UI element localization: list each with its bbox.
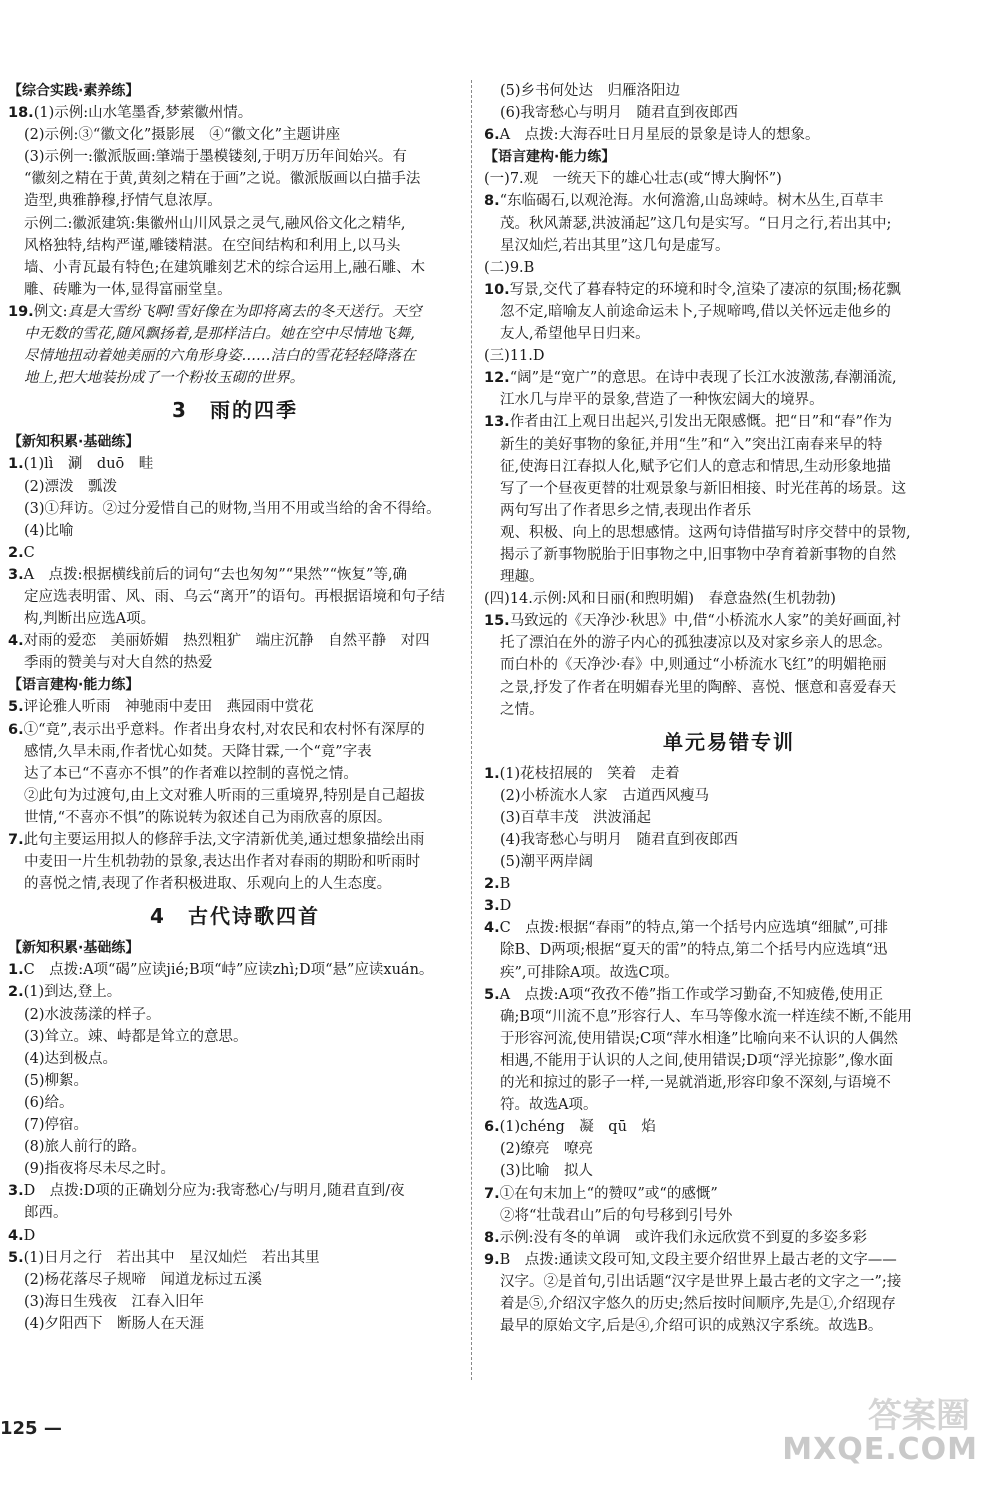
answer-line [484,235,974,257]
answer-line [484,1160,974,1182]
answer-text: 季雨的赞美与对大自然的热爱 [24,655,213,672]
section-heading [8,80,462,102]
answer-text: B [499,876,511,893]
question-number: 2. [484,876,500,893]
answer-text: 达了本已“不喜亦不惧”的作者难以控制的喜悦之情。 [24,765,358,782]
section-title: 4 古代诗歌四首 [150,904,320,929]
answer-text: (6)我寄愁心与明月 随君直到夜郎西 [500,105,739,122]
answer-line [8,1202,462,1224]
answer-line [484,323,974,345]
answer-text: 的喜悦之情,表现了作者积极进取、乐观向上的人生态度。 [24,876,392,893]
answer-line [484,1315,974,1337]
answer-text: A 点拨:A项“孜孜不倦”指工作或学习勤奋,不知疲倦,使用正 [499,986,883,1003]
answer-line [484,367,974,389]
answer-line [8,1070,462,1092]
question-number: 6. [484,127,500,144]
answer-line [484,1205,974,1227]
answer-line [484,478,974,500]
answer-text: (4)比喻 [24,522,74,539]
answer-line [8,873,462,895]
answer-text: (7)停宿。 [24,1117,89,1134]
question-number: 19. [8,303,34,320]
left-column [8,80,462,1335]
answer-text: B 点拨:通读文段可知,文段主要介绍世界上最古老的文字—— [499,1251,897,1268]
answer-line [484,500,974,522]
answer-line [8,1004,462,1026]
question-number: 5. [8,699,24,716]
column-divider [471,80,472,1380]
answer-text: (3)示例一:徽派版画:肇端于墨模镂刻,于明万历年间始兴。有 [24,149,407,166]
answer-text: 最早的原始文字,后是④,介绍可识的成熟汉字系统。故选B。 [500,1318,883,1335]
watermark-stamp: 答案圈 [868,1396,970,1436]
answer-line [8,124,462,146]
question-number: 3. [8,1183,24,1200]
answer-line [8,367,462,389]
question-number: 7. [8,832,24,848]
answer-text: (1)日月之行 若出其中 星汉灿烂 若出其里 [23,1249,320,1266]
question-number: 6. [484,1119,500,1136]
answer-text: 除B、D两项;根据“夏天的雷”的特点,第二个括号内应选填“迅 [500,942,888,959]
answer-text: 揭示了新事物脱胎于旧事物之中,旧事物中孕育着新事物的自然 [500,546,897,563]
answer-text: (4)我寄愁心与明月 随君直到夜郎西 [500,832,739,848]
answer-line [8,1269,462,1291]
answer-line [8,279,462,301]
answer-text: (1)花枝招展的 笑着 走着 [499,765,680,782]
answer-line [484,895,974,917]
answer-text: 示例二:徽派建筑:集徽州山川风景之灵气,融风俗文化之精华, [24,215,406,232]
answer-line [484,1271,974,1293]
answer-text: (8)旅人前行的路。 [24,1139,147,1156]
watermark-text: MXQE.COM [782,1432,978,1467]
page-number: 125 — [0,1418,62,1439]
answer-line [484,411,974,433]
answer-line [484,1050,974,1072]
question-number: 1. [8,962,24,979]
answer-text: 地上,把大地装扮成了一个粉妆玉砌的世界。 [24,370,305,387]
section-heading [8,937,462,959]
answer-line [8,453,462,475]
question-number: 8. [484,193,500,210]
section-title: 单元易错专训 [663,729,795,754]
section-title: 3 雨的四季 [172,398,298,423]
question-number: 3. [8,566,24,583]
answer-text: D [23,1227,36,1244]
answer-line [8,807,462,829]
answer-line [8,696,462,718]
answer-line [8,146,462,168]
answer-line [484,257,974,279]
question-number: 10. [484,281,510,298]
answer-line [8,102,462,124]
answer-text: 江水几与岸平的景象,营造了一种恢宏阔大的境界。 [500,392,824,409]
answer-line [484,1072,974,1094]
answer-line [484,1183,974,1205]
answer-line [8,257,462,279]
answer-text: 郎西。 [24,1205,68,1222]
answer-line [484,80,974,102]
answer-text: 写了一个昼夜更替的壮观景象与新旧相接、时光荏苒的场景。这 [500,480,906,497]
section-heading [8,431,462,453]
answer-text: 的光和掠过的影子一样,一晃就消逝,形容印象不深刻,与语境不 [500,1075,891,1092]
answer-line [484,1116,974,1138]
answer-text: C 点拨:根据“春雨”的特点,第一个括号内应选填“细腻”,可排 [499,920,888,937]
answer-text: C [23,544,35,561]
answer-text: 【新知积累·基础练】 [8,434,140,451]
answer-line [8,498,462,520]
answer-line [484,763,974,785]
answer-line [484,301,974,323]
question-number: 5. [8,1249,24,1266]
answer-line [8,345,462,367]
answer-text: ①在句末加上“的赞叹”或“的感慨” [499,1185,718,1202]
answer-text: 墙、小青瓦最有特色;在建筑雕刻艺术的综合运用上,融石雕、木 [24,259,425,276]
question-number: 2. [8,984,24,1001]
answer-line [484,124,974,146]
answer-text: 写景,交代了暮春特定的环境和时令,渲染了凄凉的氛围;杨花飘 [509,281,901,298]
answer-line [8,476,462,498]
answer-text: (3)耸立。竦、峙都是耸立的意思。 [24,1028,248,1045]
answer-line [8,542,462,564]
answer-line [8,190,462,212]
answer-line [8,1313,462,1335]
answer-line [8,741,462,763]
answer-text: 中麦田一片生机勃勃的景象,表达出作者对春雨的期盼和听雨时 [24,854,421,871]
answer-line [484,984,974,1006]
answer-line [8,1225,462,1247]
answer-text: 雕、砖雕为一体,显得富丽堂皇。 [24,281,232,298]
answer-line [484,345,974,367]
answer-text: 造型,典雅静穆,抒情气息浓厚。 [24,193,222,210]
answer-text: 中无数的雪花,随风飘扬着,是那样洁白。她在空中尽情地飞舞, [24,326,415,343]
answer-text: (4)夕阳西下 断肠人在天涯 [24,1315,205,1332]
answer-text: (5)潮平两岸阔 [500,854,594,871]
right-column [484,80,974,1337]
answer-text: (1)lì 涮 duō 畦 [23,456,154,473]
answer-line [484,785,974,807]
answer-text: (1)到达,登上。 [23,984,122,1001]
question-number: 2. [8,544,24,561]
question-number: 4. [8,633,24,650]
answer-line [8,785,462,807]
answer-line [484,873,974,895]
answer-line [484,456,974,478]
answer-text: 符。故选A项。 [500,1097,598,1114]
answer-text: 星汉灿烂,若出其里”这几句是虚写。 [500,237,730,254]
answer-text: C 点拨:A项“碣”应读jié;B项“峙”应读zhì;D项“悬”应读xuán。 [23,962,434,979]
answer-text: 观、积极、向上的思想感情。这两句诗借描写时序交替中的景物, [500,524,911,541]
answer-line [484,434,974,456]
answer-text: ②将“壮哉君山”后的句号移到引号外 [500,1207,733,1224]
answer-text: 于形容河流,使用错误;C项“萍水相逢”比喻向来不认识的人偶然 [500,1030,898,1047]
question-number: 1. [484,765,500,782]
answer-text: ②此句为过渡句,由上文对雅人听雨的三重境界,特别是自己超拔 [24,787,425,804]
handwritten-text: 真是大雪纷飞啊!雪好像在为即将离去的冬天送行。天空 [67,303,422,320]
answer-text: 作者由江上观日出起兴,引发出无限感慨。把“日”和“春”作为 [509,414,892,431]
section-heading [484,146,974,168]
answer-text: 疾”,可排除A项。故选C项。 [500,964,679,981]
answer-text: 世情,“不喜亦不惧”的陈说转为叙述自己为雨欣喜的原因。 [24,809,392,826]
answer-text: (2)缭亮 嘹亮 [500,1141,594,1158]
answer-text: 征,使海日江春拟人化,赋予它们人的意志和情思,生动形象地描 [500,458,891,475]
answer-text: (3)①拜访。②过分爱惜自己的财物,当用不用或当给的舍不得给。 [24,500,441,517]
answer-text: (三)11.D [484,348,545,365]
answer-line [8,520,462,542]
answer-line [484,610,974,632]
answer-text: (一)7.观 一统天下的雄心壮志(或“博大胸怀”) [484,171,782,188]
answer-line [484,213,974,235]
answer-text: 确;B项“川流不息”形容行人、车马等像水流一样连续不断,不能用 [500,1008,912,1025]
answer-text: (1)示例:山水笔墨香,梦萦徽州情。 [33,105,253,122]
answer-line [8,1114,462,1136]
answer-line [484,1138,974,1160]
answer-line [8,586,462,608]
answer-text: A 点拨:大海吞吐日月星辰的景象是诗人的想象。 [499,127,820,144]
answer-text: (1)chéng 凝 qū 焰 [499,1119,656,1136]
answer-text: 风格独特,结构严谨,雕镂精湛。在空间结构和利用上,以马头 [24,237,401,254]
answer-line [484,851,974,873]
answer-line [484,279,974,301]
question-number: 6. [8,721,24,738]
answer-line [8,1026,462,1048]
question-number: 9. [484,1251,500,1268]
answer-line [8,719,462,741]
answer-text: A 点拨:根据横线前后的词句“去也匆匆”“果然”“恢复”等,确 [23,566,408,583]
answer-text: 托了漂泊在外的游子内心的孤独凄凉以及对家乡亲人的思念。 [500,635,892,652]
answer-line [8,1048,462,1070]
answer-text: 新生的美好事物的象征,并用“生”和“入”突出江南春来早的特 [500,436,883,453]
answer-text: 着是⑤,介绍汉字悠久的历史;然后按时间顺序,先是①,介绍现存 [500,1295,896,1312]
answer-text: (6)给。 [24,1094,74,1111]
answer-text: (二)9.B [484,259,535,276]
question-number: 13. [484,414,510,431]
answer-line [484,1006,974,1028]
answer-text: (2)水波荡漾的样子。 [24,1006,161,1023]
question-number: 18. [8,105,34,122]
answer-text: “东临碣石,以观沧海。水何澹澹,山岛竦峙。树木丛生,百草丰 [499,193,884,210]
answer-text: 汉字。②是首句,引出话题“汉字是世界上最古老的文字之一”;接 [500,1273,902,1290]
answer-text: 忽不定,暗喻友人前途命运未卜,子规啼鸣,借以关怀远走他乡的 [500,303,891,320]
answer-line [8,959,462,981]
answer-text: 而白朴的《天净沙·春》中,则通过“小桥流水飞红”的明媚艳丽 [500,657,887,674]
answer-text: 感情,久旱未雨,作者忧心如焚。天降甘霖,一个“竟”字表 [24,743,372,760]
answer-line [8,630,462,652]
answer-line [8,652,462,674]
answer-text: (2)漂泼 瓢泼 [24,478,118,495]
answer-text: (3)海日生残夜 江春入旧年 [24,1293,205,1310]
answer-line [8,763,462,785]
answer-text: 对雨的爱恋 美丽娇媚 热烈粗犷 端庄沉静 自然平静 对四 [23,633,430,650]
answer-line [8,323,462,345]
answer-line [484,632,974,654]
answer-text: D 点拨:D项的正确划分应为:我寄愁心/与明月,随君直到/夜 [23,1183,405,1200]
answer-line [484,1094,974,1116]
answer-line [484,522,974,544]
answer-text: “徽刻之精在于黄,黄刻之精在于画”之说。徽派版画以白描手法 [24,171,421,188]
answer-line [484,1028,974,1050]
answer-line [484,168,974,190]
answer-text: 【语言建构·能力练】 [8,677,140,694]
answer-line [8,301,462,323]
answer-line [8,1291,462,1313]
answer-text: 之景,抒发了作者在明媚春光里的陶醉、喜悦、惬意和喜爱春天 [500,679,897,696]
answer-line [484,1227,974,1249]
answer-text: 构,判断出应选A项。 [24,611,156,628]
answer-text: “阔”是“宽广”的意思。在诗中表现了长江水波激荡,春潮涌流, [509,370,897,387]
answer-text: (3)比喻 拟人 [500,1163,594,1180]
answer-text: (5)柳絮。 [24,1072,89,1089]
answer-line [484,1293,974,1315]
question-number: 4. [8,1227,24,1244]
answer-line [8,235,462,257]
question-number: 1. [8,456,24,473]
answer-text: 示例:没有冬的单调 或许我们永远欣赏不到夏的多姿多彩 [499,1229,867,1246]
answer-line [484,190,974,212]
answer-line [484,677,974,699]
answer-text: (四)14.示例:风和日丽(和煦明媚) 春意盎然(生机勃勃) [484,591,836,608]
answer-text: ①“竟”,表示出乎意料。作者出身农村,对农民和农村怀有深厚的 [23,721,425,738]
answer-line [484,588,974,610]
answer-text: 尽情地扭动着她美丽的六角形身姿……洁白的雪花轻轻降落在 [24,348,416,365]
answer-line [8,213,462,235]
question-number: 15. [484,613,510,630]
answer-line [8,1247,462,1269]
answer-text: 【综合实践·素养练】 [8,83,140,99]
answer-text: 例文: [33,303,68,320]
question-number: 4. [484,920,500,937]
answer-text: (5)乡书何处达 归雁洛阳边 [500,83,681,99]
question-number: 7. [484,1185,500,1202]
answer-line [8,1092,462,1114]
answer-text: D [499,898,512,915]
question-number: 8. [484,1229,500,1246]
answer-line [484,699,974,721]
question-number: 3. [484,898,500,915]
answer-text: 评论雅人听雨 神驰雨中麦田 燕园雨中赏花 [23,699,314,716]
answer-text: (2)杨花落尽子规啼 闻道龙标过五溪 [24,1271,263,1288]
answer-line [484,544,974,566]
answer-line [484,1249,974,1271]
answer-text: 【新知积累·基础练】 [8,940,140,957]
answer-text: (3)百草丰茂 洪波涌起 [500,809,652,826]
answer-line [8,1180,462,1202]
answer-text: 之情。 [500,701,544,718]
answer-text: 友人,希望他早日归来。 [500,326,650,343]
answer-line [484,917,974,939]
section-heading [8,674,462,696]
answer-line [8,981,462,1003]
answer-text: (2)小桥流水人家 古道西风瘦马 [500,787,710,804]
answer-text: 茂。秋风萧瑟,洪波涌起”这几句是实写。“日月之行,若出其中; [500,215,892,232]
answer-text: 【语言建构·能力练】 [484,149,616,166]
question-number: 5. [484,986,500,1003]
answer-text: (9)指夜将尽未尽之时。 [24,1161,176,1178]
answer-line [8,564,462,586]
answer-line [8,608,462,630]
answer-line [484,829,974,851]
answer-line [484,566,974,588]
answer-line [8,829,462,851]
answer-line [8,1136,462,1158]
answer-line [484,962,974,984]
answer-line [484,807,974,829]
answer-text: 马致远的《天净沙·秋思》中,借“小桥流水人家”的美好画面,衬 [509,613,901,630]
answer-line [484,389,974,411]
answer-text: 理趣。 [500,569,544,586]
answer-line [484,654,974,676]
answer-line [484,102,974,124]
answer-line [8,1158,462,1180]
answer-text: 相遇,不能用于认识的人之间,使用错误;D项“浮光掠影”,像水面 [500,1052,894,1069]
answer-line [8,168,462,190]
answer-text: 定应选表明雷、风、雨、乌云“离开”的语句。再根据语境和句子结 [24,588,445,605]
answer-line [8,851,462,873]
answer-text: 两句写出了作者思乡之情,表现出作者乐 [500,502,752,519]
question-number: 12. [484,370,510,387]
answer-line [484,939,974,961]
answer-text: (2)示例:③“徽文化”摄影展 ④“徽文化”主题讲座 [24,127,341,144]
answer-text: (4)达到极点。 [24,1050,118,1067]
answer-text: 此句主要运用拟人的修辞手法,文字清新优美,通过想象描绘出雨 [23,832,425,848]
